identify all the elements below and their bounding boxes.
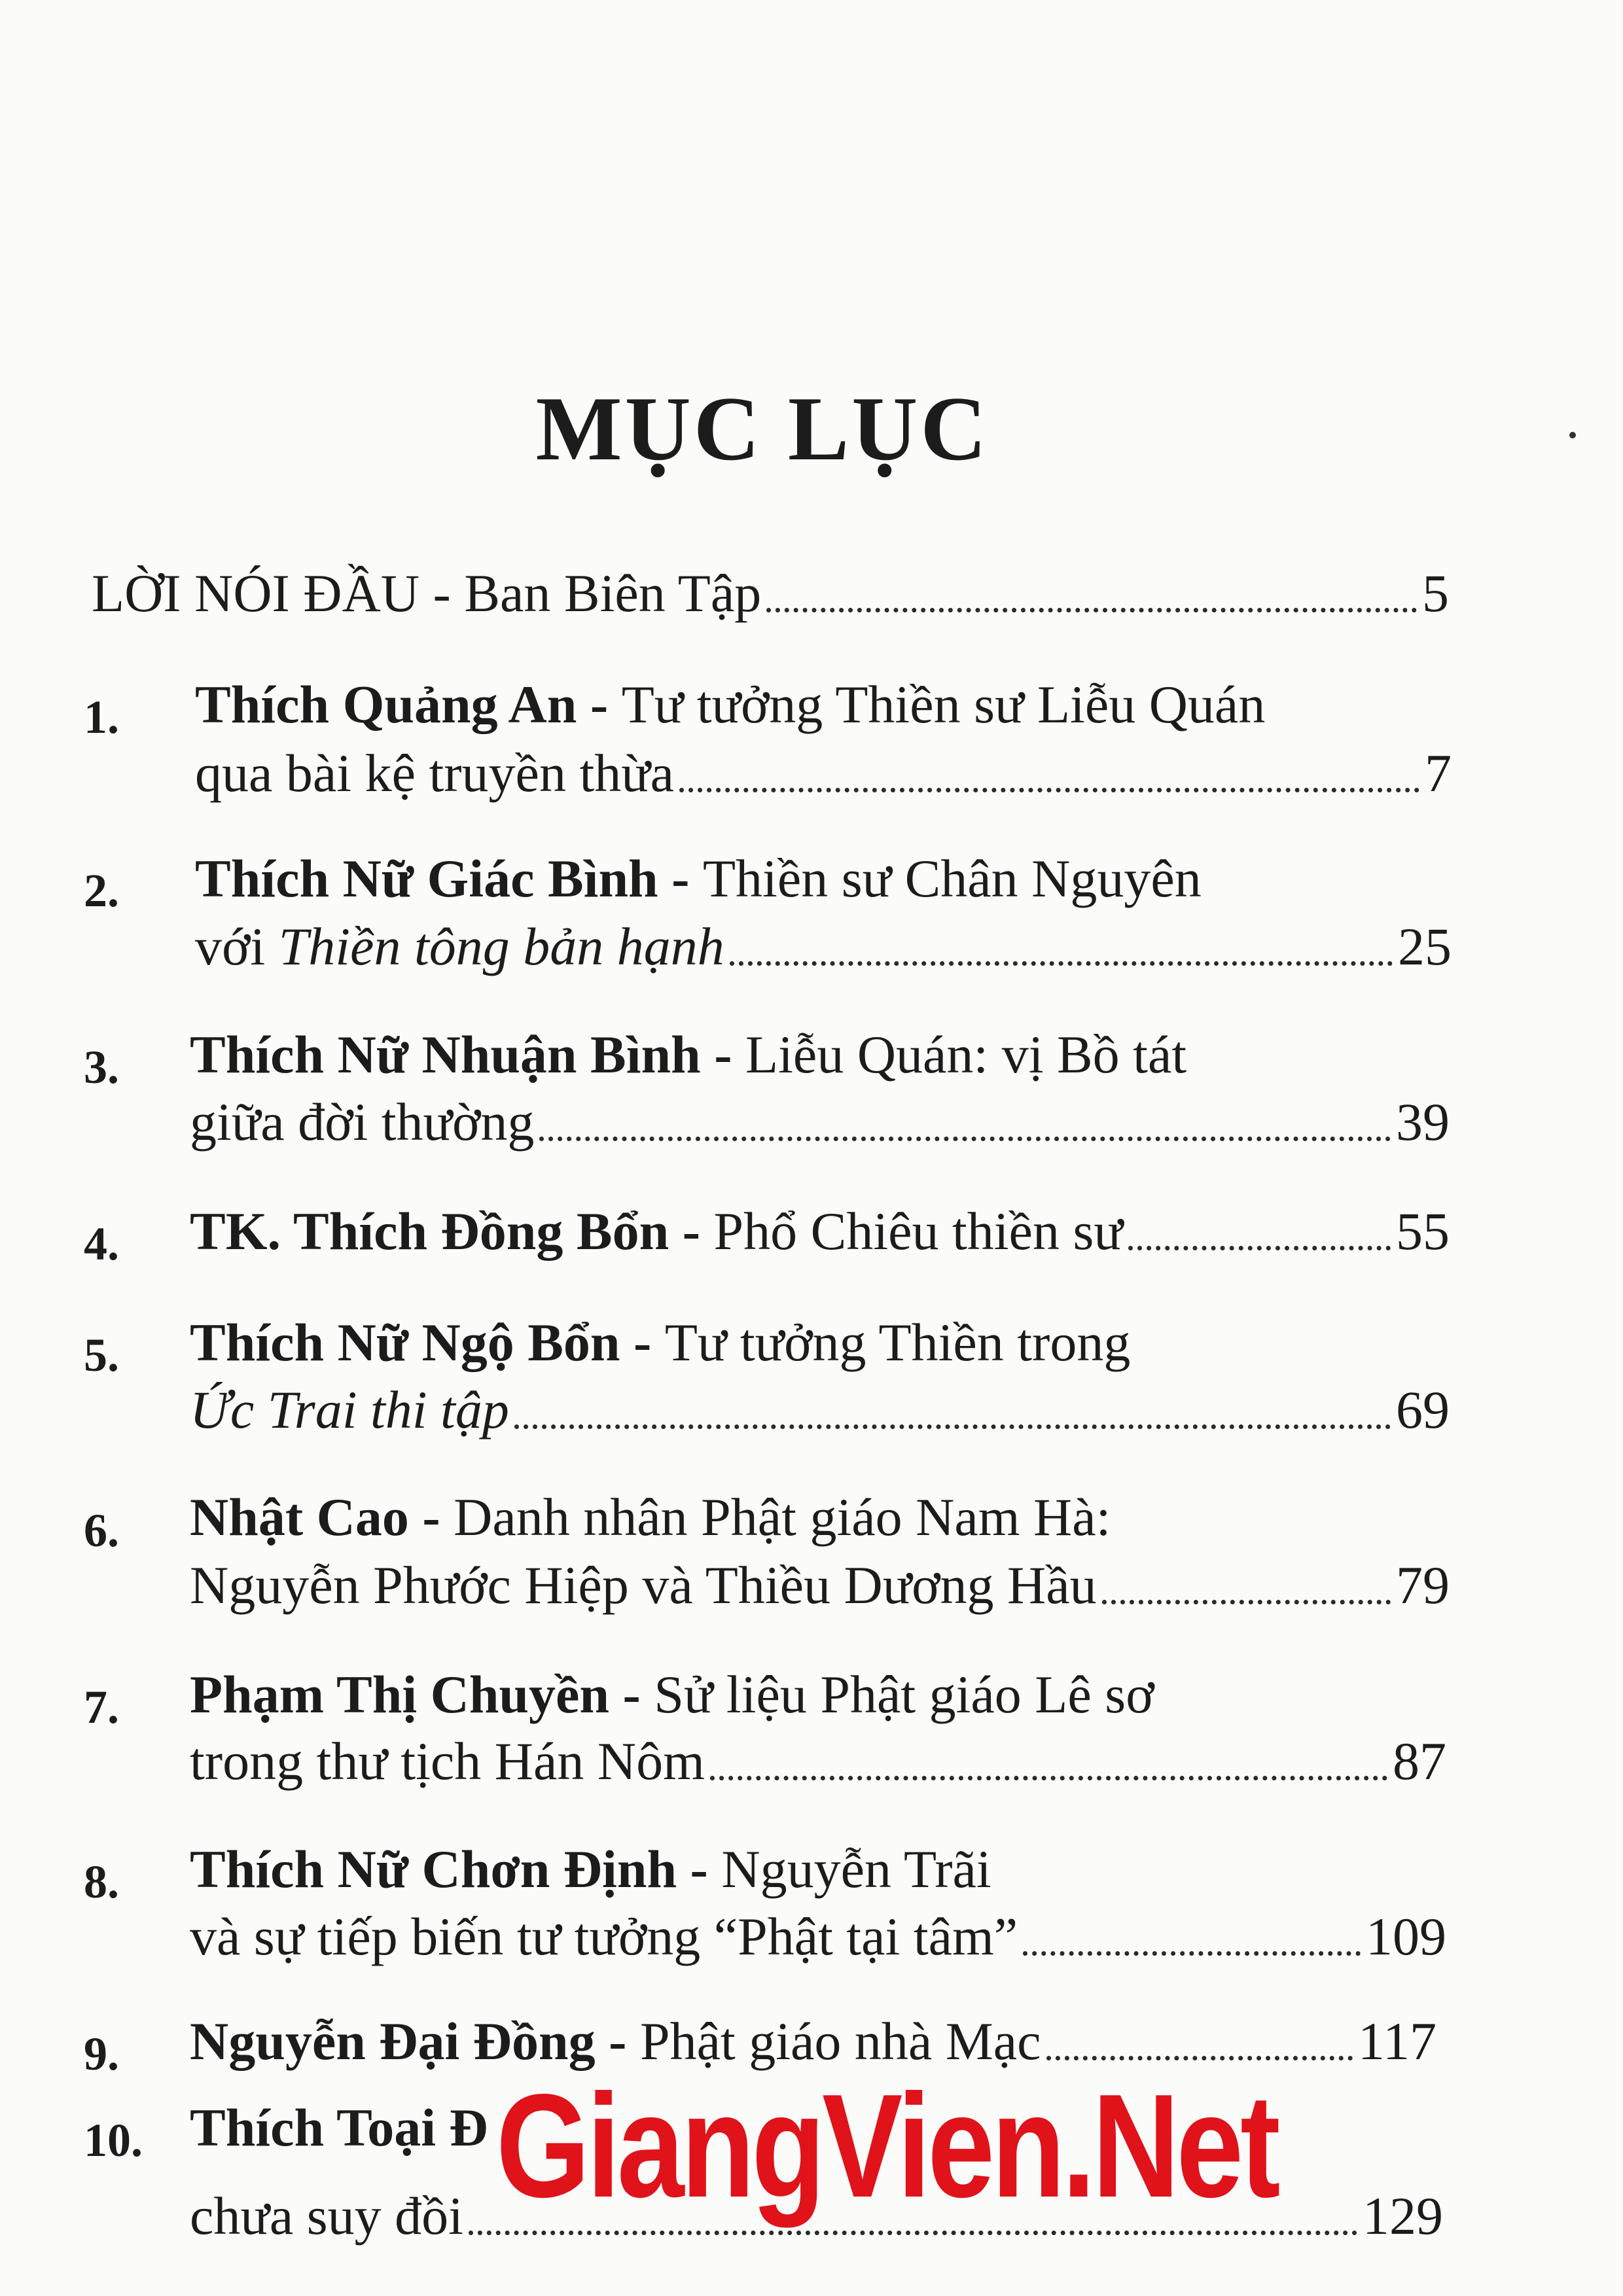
entry-author: Phạm Thị Chuyền	[190, 1665, 610, 1724]
entry-page-number: 7	[1425, 743, 1452, 803]
entry-page-number: 129	[1363, 2186, 1443, 2246]
entry-separator: -	[620, 1313, 665, 1372]
entry-title-cont: chưa suy đồi	[190, 2186, 463, 2246]
entry-author: Nhật Cao	[190, 1487, 409, 1547]
leader-dots	[679, 787, 1419, 792]
entry-1-line2	[195, 743, 1452, 804]
preface-text: Ban Biên Tập	[464, 563, 762, 623]
entry-title-cont: và sự tiếp biến tư tưởng “Phật tại tâm”	[190, 1907, 1018, 1966]
entry-title-cont: trong thư tịch Hán Nôm	[190, 1731, 705, 1791]
leader-dots	[1102, 1599, 1391, 1604]
entry-10-line1	[190, 2097, 488, 2159]
toc-preface	[92, 563, 1449, 624]
entry-number: 8.	[84, 1856, 119, 1908]
entry-page-number: 109	[1366, 1907, 1446, 1966]
entry-title-italic: Ức Trai thi tập	[190, 1380, 509, 1439]
page-title: MỤC LỤC	[535, 378, 990, 480]
entry-author: Thích Toại Đ	[190, 2098, 488, 2157]
entry-page-number: 25	[1398, 917, 1452, 976]
entry-number: 4.	[84, 1218, 119, 1270]
entry-title: Liễu Quán: vị Bồ tát	[745, 1025, 1187, 1084]
entry-title: Sử liệu Phật giáo Lê sơ	[654, 1665, 1154, 1724]
entry-title: Phổ Chiêu thiền sư	[713, 1201, 1123, 1261]
watermark: GiangVien.Net	[496, 2063, 1277, 2228]
entry-6-line1	[190, 1487, 1111, 1548]
entry-author: Thích Nữ Giác Bình	[195, 849, 658, 908]
entry-2-line1	[195, 848, 1202, 910]
entry-separator: -	[658, 849, 703, 908]
entry-title-cont: qua bài kệ truyền thừa	[195, 743, 675, 803]
entry-8-line1	[190, 1839, 991, 1900]
scan-speck	[1569, 432, 1576, 438]
entry-title: Phật giáo nhà Mạc	[639, 2011, 1041, 2071]
entry-7-line1	[190, 1664, 1154, 1725]
leader-dots	[710, 1775, 1387, 1780]
leader-dots	[514, 1424, 1391, 1429]
leader-dots	[539, 1136, 1391, 1141]
entry-number: 10.	[84, 2114, 143, 2166]
entry-separator: -	[408, 1487, 454, 1547]
entry-number: 9.	[84, 2028, 119, 2080]
entry-number: 5.	[84, 1329, 119, 1381]
entry-5-line2	[190, 1379, 1450, 1441]
entry-number: 6.	[84, 1504, 119, 1557]
entry-separator: -	[669, 1201, 714, 1261]
entry-7-line2	[190, 1731, 1446, 1792]
entry-page-number: 117	[1358, 2011, 1436, 2071]
entry-page-number: 55	[1396, 1201, 1450, 1261]
entry-number: 3.	[84, 1041, 119, 1093]
entry-author: TK. Thích Đồng Bổn	[190, 1201, 669, 1261]
entry-title: Danh nhân Phật giáo Nam Hà:	[454, 1487, 1111, 1547]
leader-dots	[1128, 1245, 1391, 1250]
entry-separator: -	[595, 2011, 640, 2071]
entry-author: Nguyễn Đại Đồng	[190, 2011, 596, 2071]
leader-dots	[1023, 1951, 1361, 1956]
entry-page-number: 69	[1396, 1380, 1450, 1439]
entry-2-line2	[195, 916, 1452, 978]
leader-dots	[730, 961, 1393, 966]
leader-dots	[1046, 2055, 1353, 2060]
entry-5-line1	[190, 1312, 1130, 1373]
entry-title-cont: với	[195, 917, 279, 976]
entry-title: Tư tưởng Thiền trong	[664, 1313, 1131, 1372]
entry-author: Thích Nữ Ngộ Bổn	[190, 1313, 620, 1372]
entry-number: 1.	[84, 691, 119, 743]
entry-3-line2	[190, 1091, 1450, 1153]
leader-dots	[766, 607, 1417, 612]
entry-title-italic: Thiền tông bản hạnh	[278, 917, 724, 976]
entry-3-line1	[190, 1024, 1186, 1086]
entry-title: Nguyễn Trãi	[721, 1839, 991, 1899]
entry-separator: -	[609, 1665, 654, 1724]
entry-separator: -	[577, 675, 622, 734]
preface-separator: -	[419, 563, 465, 623]
entry-number: 2.	[84, 864, 119, 917]
entry-1-line1	[195, 674, 1265, 735]
entry-4-line1	[190, 1201, 1450, 1262]
entry-number: 7.	[84, 1681, 119, 1733]
entry-author: Thích Nữ Chơn Định	[190, 1839, 677, 1899]
entry-title-cont: giữa đời thường	[190, 1092, 535, 1152]
entry-page-number: 87	[1393, 1731, 1446, 1791]
entry-separator: -	[677, 1839, 722, 1899]
entry-title-cont: Nguyễn Phước Hiệp và Thiều Dương Hầu	[190, 1555, 1097, 1615]
entry-author: Thích Nữ Nhuận Bình	[190, 1025, 701, 1084]
entry-6-line2	[190, 1555, 1450, 1616]
entry-title: Thiền sư Chân Nguyên	[702, 849, 1202, 908]
leader-dots	[469, 2230, 1357, 2235]
entry-separator: -	[700, 1025, 746, 1084]
entry-page-number: 79	[1396, 1555, 1450, 1615]
preface-label: LỜI NÓI ĐẦU	[92, 563, 420, 623]
preface-page-number: 5	[1422, 563, 1449, 623]
entry-title: Tư tưởng Thiền sư Liễu Quán	[621, 675, 1266, 734]
entry-page-number: 39	[1396, 1092, 1450, 1152]
entry-author: Thích Quảng An	[195, 675, 577, 734]
entry-8-line2	[190, 1906, 1446, 1968]
